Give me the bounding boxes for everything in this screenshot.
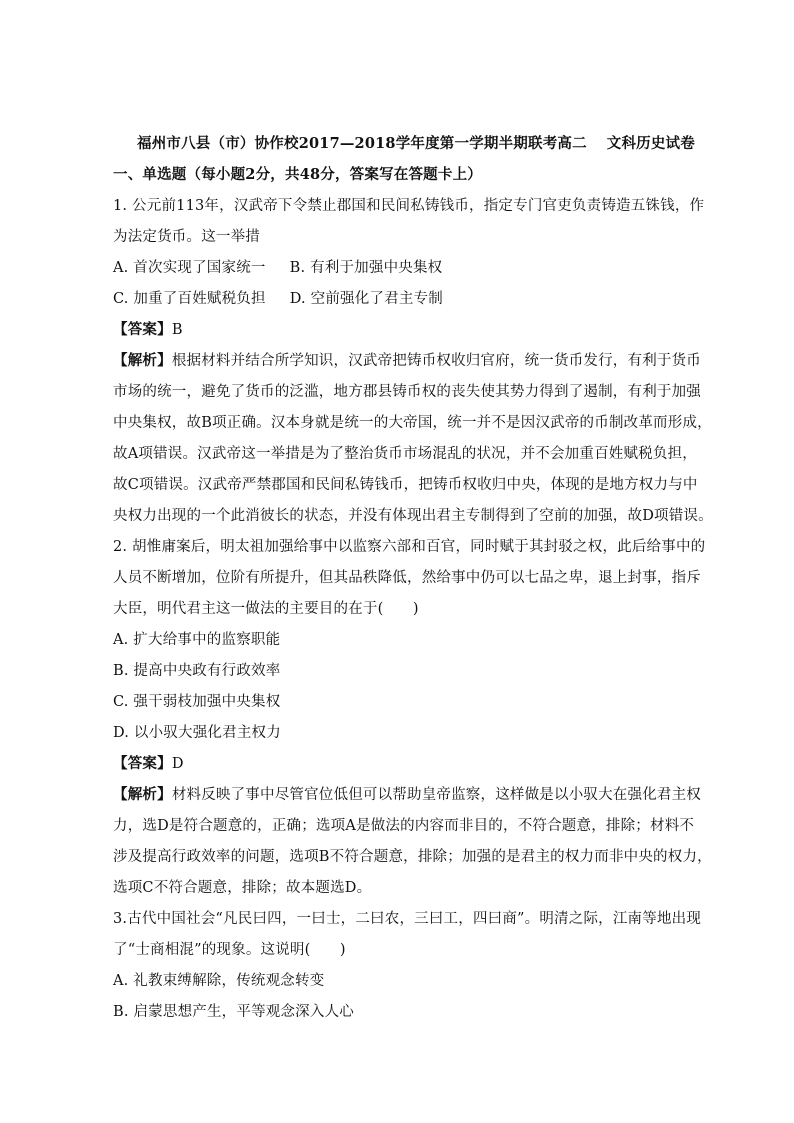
question-1-analysis-line-4: 故A项错误。汉武帝这一举措是为了整治货币市场混乱的状况，并不会加重百姓赋税负担， [113,446,697,462]
question-1-option-c: C. 加重了百姓赋税负担 [113,291,266,307]
question-1-analysis-line-3: 中央集权，故B项正确。汉本身就是统一的大帝国，统一并不是因汉武帝的币制改革而形成， [113,415,712,431]
question-1-options-row-1 [113,259,442,277]
question-1-stem-line-2: 为法定货币。这一举措 [113,229,260,245]
question-2-answer [113,755,184,773]
question-3-option-b: B. 启蒙思想产生，平等观念深入人心 [113,1004,354,1020]
question-1-stem-line-1: 1. 公元前113年，汉武帝下令禁止郡国和民间私铸钱币，指定专门官吏负责铸造五铢钱，作 [113,198,705,214]
analysis-text: 根据材料并结合所学知识，汉武帝把铸币权收归官府，统一货币发行，有利于货币 [171,353,702,369]
answer-value: B [171,322,183,338]
question-2-analysis-line-2: 力，选D是符合题意的，正确；选项A是做法的内容而非目的，不符合题意，排除；材料不 [113,818,695,834]
question-2-option-a: A. 扩大给事中的监察职能 [113,632,281,648]
question-1-analysis-line-5: 故C项错误。汉武帝严禁郡国和民间私铸钱币，把铸币权收归中央，体现的是地方权力与中 [113,477,698,493]
question-1-options-row-2 [113,290,443,308]
question-1-option-a: A. 首次实现了国家统一 [113,260,266,276]
question-2-option-b: B. 提高中央政有行政效率 [113,663,281,679]
question-1-answer [113,321,183,339]
question-2-analysis-line-4: 选项C不符合题意，排除；故本题选D。 [113,880,372,896]
question-2-stem-line-2: 人员不断增加，位阶有所提升，但其品秩降低，然给事中仍可以七品之卑，退上封事，指斥 [113,570,701,586]
analysis-text: 材料反映了事中尽管官位低但可以帮助皇帝监察，这样做是以小驭大在强化君主权 [171,787,702,803]
question-2-stem-line-3: 大臣，明代君主这一做法的主要目的在于( ) [113,601,419,617]
page-title: 福州市八县（市）协作校2017—2018学年度第一学期半期联考高二 文科历史试卷 [137,135,695,152]
question-1-analysis-line-1 [113,352,701,370]
question-1-option-b: B. 有利于加强中央集权 [289,260,443,276]
question-3-stem-line-2: 了“士商相混”的现象。这说明( ) [113,942,346,958]
question-2-analysis-line-1 [113,786,701,804]
analysis-label: 【解析】 [113,786,172,803]
question-2-stem-line-1: 2. 胡惟庸案后，明太祖加强给事中以监察六部和百官，同时赋于其封驳之权，此后给事中的 [113,539,706,555]
analysis-label: 【解析】 [113,352,172,369]
question-2-analysis-line-3: 涉及提高行政效率的问题，选项B不符合题意，排除；加强的是君主的权力而非中央的权力， [113,849,712,865]
question-2-option-c: C. 强干弱枝加强中央集权 [113,694,281,710]
question-1-option-d: D. 空前强化了君主专制 [289,291,443,307]
answer-value: D [171,756,184,772]
question-3-option-a: A. 礼教束缚解除，传统观念转变 [113,973,325,989]
question-2-option-d: D. 以小驭大强化君主权力 [113,725,281,741]
answer-label: 【答案】 [113,755,172,772]
question-3-stem-line-1: 3.古代中国社会“凡民曰四，一曰士，二曰农，三曰工，四曰商”。明清之际，江南等地出现 [113,911,702,927]
section-heading: 一、单选题（每小题2分，共48分，答案写在答题卡上） [113,166,482,183]
question-1-analysis-line-2: 市场的统一，避免了货币的泛滥，地方郡县铸币权的丧失使其势力得到了遏制，有利于加强 [113,384,701,400]
answer-label: 【答案】 [113,321,172,338]
question-1-analysis-line-6: 央权力出现的一个此消彼长的状态，并没有体现出君主专制得到了空前的加强，故D项错误。 [113,508,713,524]
